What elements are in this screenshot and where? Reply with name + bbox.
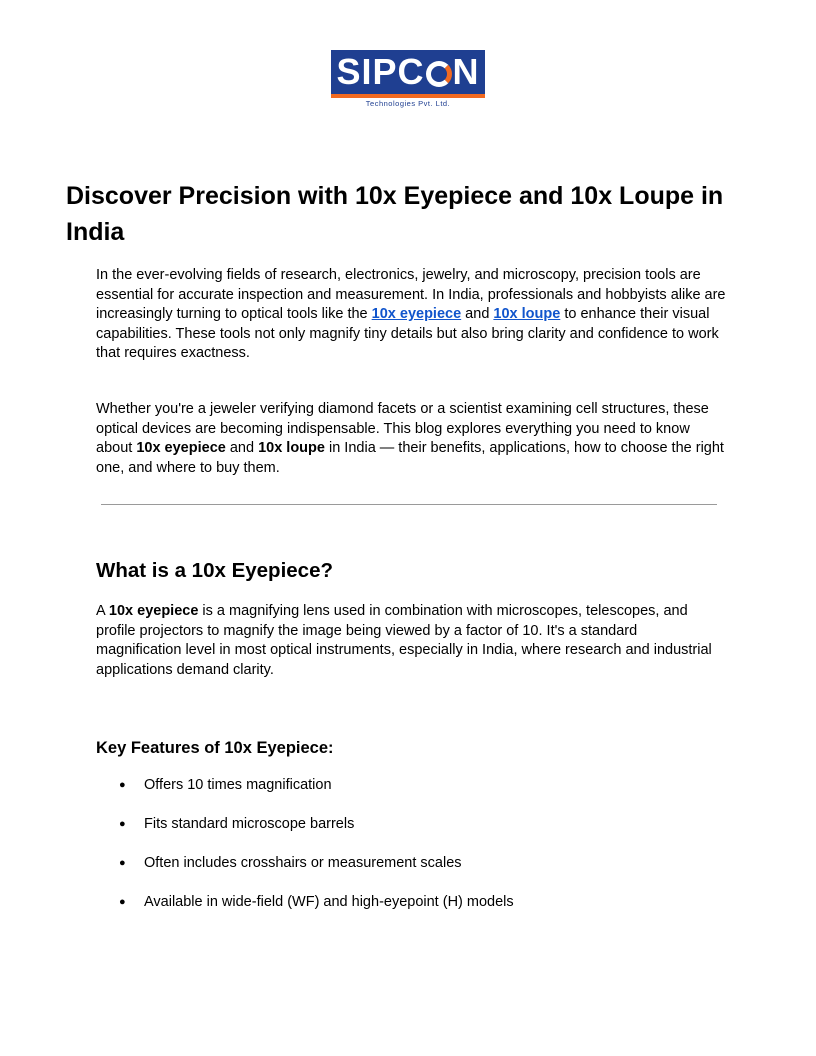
list-item-text: Fits standard microscope barrels — [144, 816, 355, 832]
features-heading: Key Features of 10x Eyepiece: — [96, 739, 334, 757]
logo-underline — [331, 94, 485, 98]
horizontal-divider — [101, 504, 717, 505]
bullet-icon: ● — [119, 896, 126, 908]
intro-p2-bold-loupe: 10x loupe — [258, 440, 325, 456]
bullet-icon: ● — [119, 779, 126, 791]
intro-p1-text-a: In the ever-evolving fields of research, electronics, jewelry, and microscopy, precision tools are essential for accurate inspection and measurement. In India, professionals and hobbyists alike are increasingly turning to optical tools like the — [96, 267, 726, 322]
link-10x-loupe[interactable]: 10x loupe — [493, 306, 561, 322]
intro-p1-text-c: to enhance their visual capabilities. These tools not only magnify tiny details but also bring clarity and confidence to work that requires exactness. — [96, 306, 719, 361]
section-p-text-b: is a magnifying lens used in combination with microscopes, telescopes, and profile projectors to magnify the image being viewed by a factor of 10. It's a standard magnification level in most optical instruments, especially in India, where research and industrial applications demand clarity. — [96, 603, 712, 678]
list-item-text: Often includes crosshairs or measurement scales — [144, 855, 462, 871]
logo-ring-icon — [426, 61, 452, 87]
company-logo — [331, 50, 485, 112]
features-list — [96, 774, 716, 930]
section-p-text-a: A — [96, 603, 109, 619]
logo-text-right: N — [452, 51, 480, 92]
logo-wordmark — [331, 50, 485, 94]
logo-subtitle: Technologies Pvt. Ltd. — [365, 99, 451, 108]
intro-p1-text-b: and — [461, 306, 494, 322]
bullet-icon: ● — [119, 857, 126, 869]
intro-p2-text-c: in India — their benefits, applications, how to choose the right one, and where to buy them. — [96, 440, 724, 476]
section-heading-eyepiece: What is a 10x Eyepiece? — [96, 559, 334, 582]
list-item — [96, 852, 716, 891]
intro-paragraph-1 — [96, 266, 726, 364]
article-title: Discover Precision with 10x Eyepiece and 10x Loupe in India — [66, 182, 724, 246]
intro-p2-bold-eyepiece: 10x eyepiece — [136, 440, 226, 456]
link-10x-eyepiece[interactable]: 10x eyepiece — [371, 306, 462, 322]
bullet-icon: ● — [119, 818, 126, 830]
intro-paragraph-2 — [96, 400, 726, 478]
section-paragraph — [96, 602, 726, 680]
list-item — [96, 891, 716, 930]
intro-p2-text-a: Whether you're a jeweler verifying diamond facets or a scientist examining cell structures, these optical devices are becoming indispensable. This blog explores everything you need to know about — [96, 401, 709, 456]
list-item — [96, 774, 716, 813]
list-item-text: Available in wide-field (WF) and high-eyepoint (H) models — [144, 894, 514, 910]
list-item — [96, 813, 716, 852]
list-item-text: Offers 10 times magnification — [144, 777, 332, 793]
logo-text-left: SIPC — [336, 51, 425, 92]
section-p-bold: 10x eyepiece — [108, 603, 199, 619]
intro-p2-text-b: and — [225, 440, 259, 456]
